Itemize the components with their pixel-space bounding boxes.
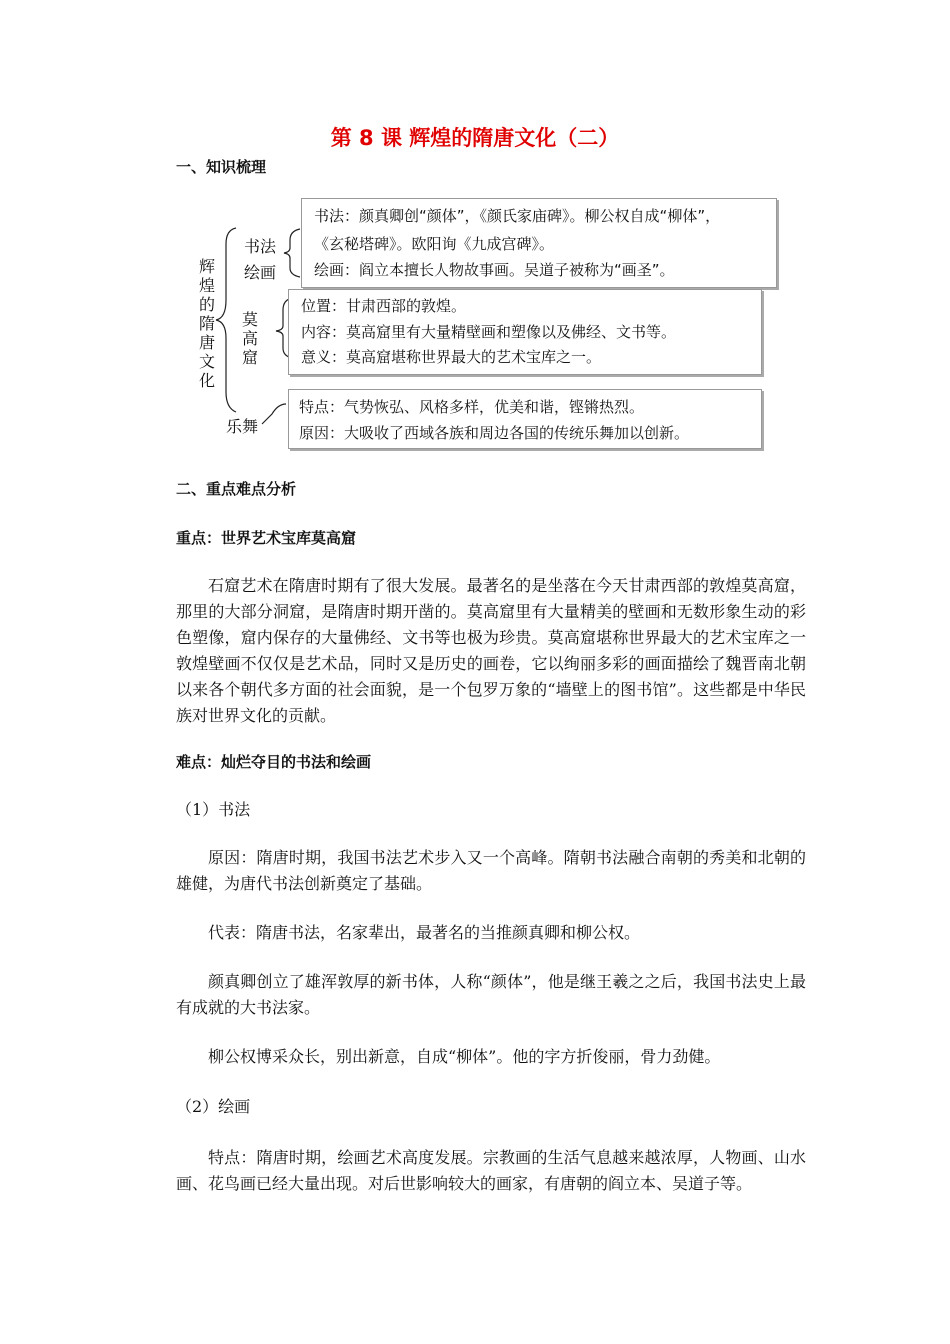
page-title: 第 8 课 辉煌的隋唐文化（二） (330, 126, 620, 150)
box2-line-1: 位置：甘肃西部的敦煌。 (301, 297, 467, 315)
key-point-heading: 重点：世界艺术宝库莫高窟 (176, 529, 357, 547)
painting-feature-paragraph: 特点：隋唐时期，绘画艺术高度发展。宗教画的生活气息越来越浓厚，人物画、山水画、花鸟画已经大量出现。对后世影响较大的画家，有唐朝的阎立本、吴道子等。 (176, 1148, 806, 1193)
box1-line-1: 书法：颜真卿创“颜体”，《颜氏家庙碑》。柳公权自成“柳体”， (314, 207, 721, 225)
branch-label-mogao: 莫高窟 (241, 310, 258, 367)
box1-line-2: 《玄秘塔碑》。欧阳询《九成宫碑》。 (314, 235, 555, 253)
key-point-paragraph: 石窟艺术在隋唐时期有了很大发展。最著名的是坐落在今天甘肃西部的敦煌莫高窟，那里的大部分洞窟，是隋唐时期开凿的。莫高窟里有大量精美的壁画和无数形象生动的彩色塑像，窟内保存的大量佛经、文书等也极为珍贵。莫高窟堪称世界最大的艺术宝库之一敦煌壁画不仅仅是艺术品，同时又是历史的画卷，它以绚丽多彩的画面描绘了魏晋南北朝以来各个朝代多方面的社会面貌，是一个包罗万象的“墙壁上的图书馆”。这些都是中华民族对世界文化的贡献。 (176, 576, 806, 725)
calligraphy-reason-paragraph: 原因：隋唐时期，我国书法艺术步入又一个高峰。隋朝书法融合南朝的秀美和北朝的雄健，为唐代书法创新奠定了基础。 (176, 848, 806, 893)
box3-line-1: 特点：气势恢弘、风格多样，优美和谐，铿锵热烈。 (299, 398, 645, 416)
subheading-calligraphy: （1）书法 (176, 800, 251, 819)
difficulty-heading: 难点：灿烂夺目的书法和绘画 (176, 753, 372, 771)
box2-line-3: 意义：莫高窟堪称世界最大的艺术宝库之一。 (301, 348, 602, 366)
liu-gongquan-paragraph: 柳公权博采众长，别出新意，自成“柳体”。他的字方折俊丽，骨力劲健。 (208, 1047, 721, 1066)
branch-label-huihua: 绘画 (244, 263, 277, 282)
calligraphy-representative-paragraph: 代表：隋唐书法，名家辈出，最著名的当推颜真卿和柳公权。 (208, 923, 641, 942)
box2-line-2: 内容：莫高窟里有大量精壁画和塑像以及佛经、文书等。 (301, 323, 677, 341)
box1-line-3: 绘画：阎立本擅长人物故事画。吴道子被称为“画圣”。 (314, 261, 675, 279)
branch-label-yuewu: 乐舞 (226, 417, 259, 436)
box-yuewu (288, 389, 762, 449)
section-heading-analysis: 二、重点难点分析 (176, 480, 297, 498)
branch-label-shufa: 书法 (244, 237, 277, 256)
box-mogao (288, 289, 762, 375)
diagram-root-label: 辉煌的隋唐文化 (198, 257, 215, 390)
section-heading-knowledge: 一、知识梳理 (176, 158, 267, 176)
box3-line-2: 原因：大吸收了西域各族和周边各国的传统乐舞加以创新。 (299, 424, 690, 442)
box-shufa-huihua (301, 198, 777, 288)
subheading-painting: （2）绘画 (176, 1097, 251, 1116)
yan-zhenqing-paragraph: 颜真卿创立了雄浑敦厚的新书体，人称“颜体”，他是继王羲之之后，我国书法史上最有成就的大书法家。 (176, 972, 806, 1017)
